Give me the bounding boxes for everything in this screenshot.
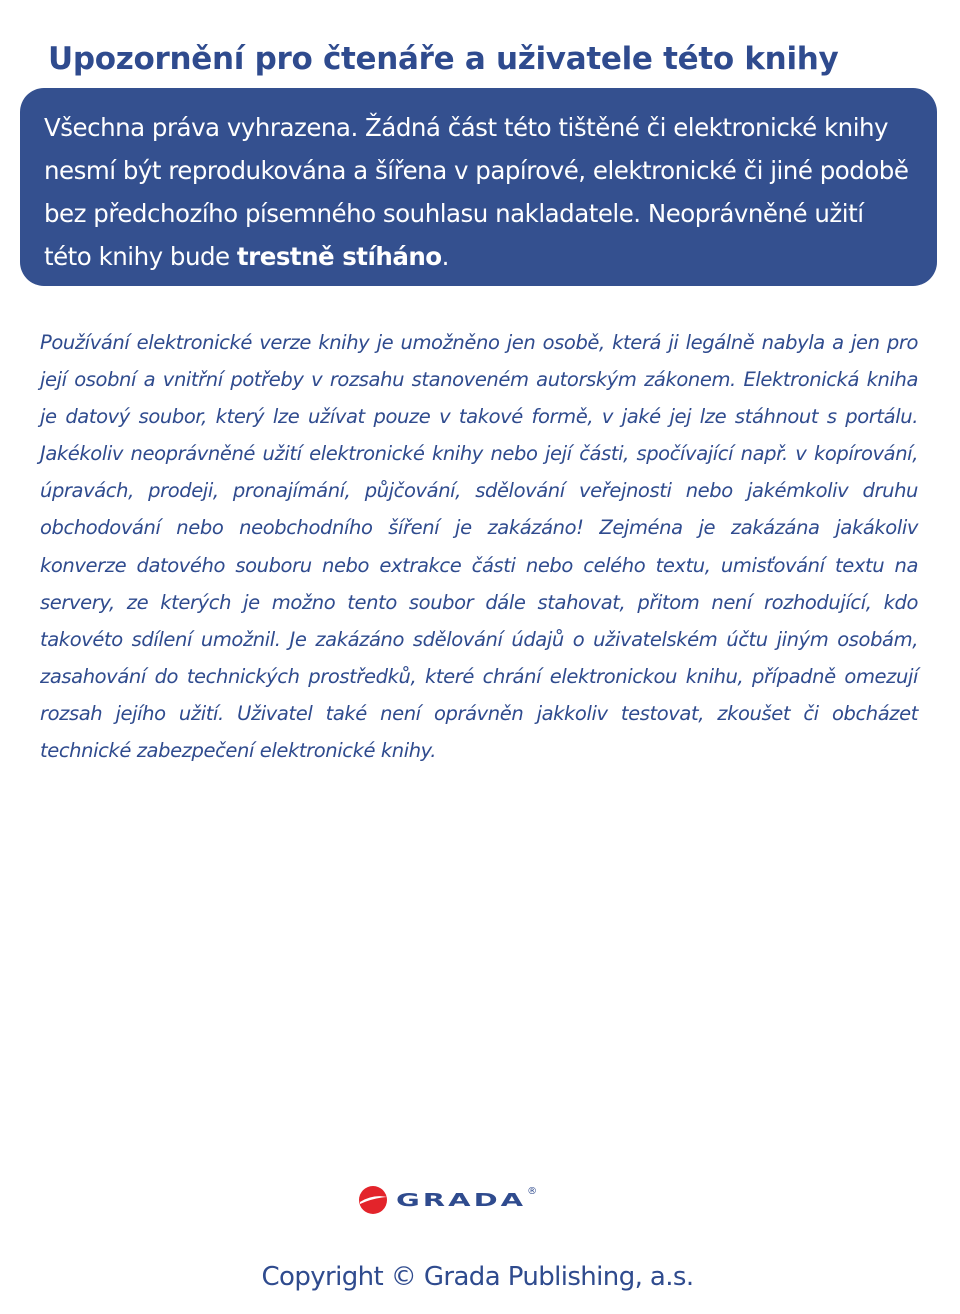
rights-notice-main: Všechna práva vyhrazena. Žádná část této tištěné či elektronické knihy nesmí být reprodukována a šířena v papírové, elektronické či jiné podobě bez předchozího písemného souhlasu nakladatele. Neoprávněné užití této knihy bude — [44, 113, 909, 271]
usage-terms-text: Používání elektronické verze knihy je umožněno jen osobě, která ji legálně nabyla a jen pro její osobní a vnitřní potřeby v rozsahu stanoveném autorským zákonem. Elektronická kniha je datový soubor, který lze užívat pouze v takové formě, v jaké jej lze stáhnout s portálu. Jakékoliv neoprávněné užití elektronické knihy nebo její části, spočívající např. v kopírování, úpravách, prodeji, pronajímání, půjčování, sdělování veřejnosti nebo jakémkoliv druhu obchodování nebo neobchodního šíření je zakázáno! Zejména je zakázána jakákoliv konverze datového souboru nebo extrakce části nebo celého textu, umisťování textu na servery, ze kterých je možno tento soubor dále stahovat, přitom není rozhodující, kdo takovéto sdílení umožnil. Je zakázáno sdělování údajů o uživatelském účtu jiným osobám, zasahování do technických prostředků, které chrání elektronickou knihu, případně omezují rozsah jejího užití. Uživatel také není oprávněn jakkoliv testovat, zkoušet či obcházet technické zabezpečení elektronické knihy. — [40, 331, 918, 763]
rights-notice-text — [44, 106, 917, 278]
rights-notice-emphasis: trestně stíháno — [236, 242, 442, 271]
copyright-notice: Copyright © Grada Publishing, a.s. — [261, 1262, 694, 1292]
publisher-logo — [358, 1180, 537, 1220]
registered-mark: ® — [527, 1186, 538, 1197]
logo-wordmark: GRADA — [396, 1189, 527, 1211]
grada-logo-icon — [358, 1185, 388, 1215]
page-title: Upozornění pro čtenáře a uživatele této knihy — [48, 40, 839, 77]
rights-notice-box — [20, 88, 937, 286]
rights-notice-end: . — [441, 242, 449, 271]
